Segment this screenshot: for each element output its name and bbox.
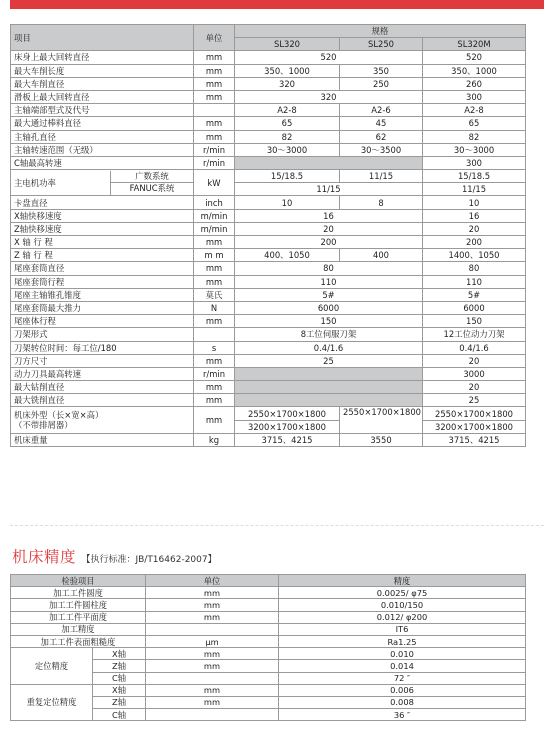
value-sl320: 320 — [235, 77, 340, 90]
table-row — [11, 341, 526, 354]
value-sl320m: 3000 — [423, 367, 526, 380]
item-name: Z 轴 行 程 — [11, 249, 194, 262]
item-name: 尾座体行程 — [11, 315, 194, 328]
value-sl320m: 260 — [423, 77, 526, 90]
item-unit: mm — [194, 315, 235, 328]
value-sl320m: 20 — [423, 354, 526, 367]
table-row — [11, 394, 526, 407]
value-sl320m: 110 — [423, 275, 526, 288]
item-unit: mm — [194, 117, 235, 130]
power-sub-fanuc: FANUC系统 — [129, 183, 175, 194]
table-row — [11, 117, 526, 130]
item-unit: r/min — [194, 143, 235, 156]
item-value: 0.008 — [279, 696, 526, 708]
header-spec: 规格 — [235, 25, 526, 38]
value-sl320m: 5# — [423, 288, 526, 301]
value-sl250: 250 — [340, 77, 423, 90]
table-row — [11, 315, 526, 328]
item-unit: mm — [194, 64, 235, 77]
item-value: 0.010/150 — [279, 599, 526, 611]
item-name: X轴快移速度 — [11, 209, 194, 222]
table-row — [11, 611, 526, 623]
item-name: 尾座主轴锥孔锥度 — [11, 288, 194, 301]
accuracy-table — [10, 574, 526, 721]
value-sl250: 2550×1700×1800 — [340, 407, 423, 433]
axis-name: C轴 — [93, 709, 146, 721]
table-row — [11, 635, 526, 647]
item-unit: m/min — [194, 209, 235, 222]
value-sl250: 400 — [340, 249, 423, 262]
value-sl320m: 65 — [423, 117, 526, 130]
empty-cell — [235, 367, 423, 380]
table-row — [11, 684, 526, 696]
value-sl320-sl250: 11/15 — [235, 183, 423, 196]
item-name: 尾座套筒行程 — [11, 275, 194, 288]
table-row — [11, 156, 526, 169]
table-row — [11, 328, 526, 341]
power-unit: kW — [194, 170, 235, 196]
axis-name: Z轴 — [93, 696, 146, 708]
item-name: 主轴孔直径 — [11, 130, 194, 143]
value-sl320-sl250: 200 — [235, 236, 423, 249]
value-sl320-sl250: 25 — [235, 354, 423, 367]
empty-cell — [235, 381, 423, 394]
item-unit: mm — [194, 381, 235, 394]
value-sl320-sl250: 110 — [235, 275, 423, 288]
value-sl320m: 300 — [423, 156, 526, 169]
item-name: 尾座套筒直径 — [11, 262, 194, 275]
item-name: 最大车削直径 — [11, 77, 194, 90]
item-unit: mm — [146, 587, 279, 599]
accuracy-title: 机床精度 — [12, 548, 77, 566]
value-sl320m: 20 — [423, 222, 526, 235]
table-row — [11, 367, 526, 380]
item-name: 刀方尺寸 — [11, 354, 194, 367]
value-sl320m: 2550×1700×1800 — [423, 407, 526, 420]
item-unit: mm — [146, 696, 279, 708]
value-sl250: 62 — [340, 130, 423, 143]
item-unit: mm — [194, 130, 235, 143]
item-unit: mm — [194, 394, 235, 407]
item-name: 最大铣削直径 — [11, 394, 194, 407]
table-row — [11, 623, 526, 635]
weight-row — [11, 433, 526, 446]
item-value: 36 ″ — [279, 709, 526, 721]
item-unit: 莫氏 — [194, 288, 235, 301]
item-name: C轴最高转速 — [11, 156, 194, 169]
value-sl250: 8 — [340, 196, 423, 209]
value-sl320m: 25 — [423, 394, 526, 407]
value-sl320-sl250: 80 — [235, 262, 423, 275]
accuracy-section-title — [12, 545, 217, 567]
power-row — [11, 170, 526, 183]
outline-note: （不带排屑器） — [14, 420, 73, 431]
item-name: 刀架转位时间：每工位/180 — [11, 341, 194, 354]
positioning-label: 定位精度 — [11, 648, 93, 685]
value-sl320m: 11/15 — [423, 183, 526, 196]
table-row — [11, 209, 526, 222]
item-unit: mm — [194, 51, 235, 64]
item-unit: s — [194, 341, 235, 354]
item-value: Ra1.25 — [279, 635, 526, 647]
item-name: 尾座套筒最大推力 — [11, 301, 194, 314]
header-item: 检验项目 — [11, 575, 146, 587]
value-sl320m: 10 — [423, 196, 526, 209]
item-unit: mm — [146, 599, 279, 611]
spec-header-row — [11, 25, 526, 38]
top-accent-bar — [10, 0, 544, 9]
item-name: 加工工件圆柱度 — [11, 599, 146, 611]
header-unit: 单位 — [146, 575, 279, 587]
item-value: 0.0025/ φ75 — [279, 587, 526, 599]
header-item: 项目 — [11, 25, 194, 51]
outline-unit: mm — [194, 407, 235, 433]
value-sl320: 30～3000 — [235, 143, 340, 156]
table-row — [11, 648, 526, 660]
power-label: 主电机功率 — [11, 171, 111, 195]
item-unit: kg — [194, 433, 235, 446]
table-row — [11, 64, 526, 77]
item-name: 加工工件平面度 — [11, 611, 146, 623]
value-sl320m: 0.4/1.6 — [423, 341, 526, 354]
table-row — [11, 275, 526, 288]
item-unit: r/min — [194, 156, 235, 169]
item-unit: mm — [194, 236, 235, 249]
value-sl250: 45 — [340, 117, 423, 130]
table-row — [11, 90, 526, 103]
spec-table — [10, 24, 526, 447]
value-sl320-sl250: 20 — [235, 222, 423, 235]
item-unit: mm — [146, 648, 279, 660]
value-sl320-sl250: 5# — [235, 288, 423, 301]
value-sl320: 3200×1700×1800 — [235, 420, 340, 433]
table-row — [11, 301, 526, 314]
table-row — [11, 196, 526, 209]
item-name: 加工工件圆度 — [11, 587, 146, 599]
item-name: 机床重量 — [11, 433, 194, 446]
table-row — [11, 381, 526, 394]
table-row — [11, 288, 526, 301]
item-value: 0.006 — [279, 684, 526, 696]
value-sl320m: 16 — [423, 209, 526, 222]
value-sl320m: 82 — [423, 130, 526, 143]
value-sl320m: 300 — [423, 90, 526, 103]
value-sl320m: 350、1000 — [423, 64, 526, 77]
value-sl320m: 6000 — [423, 301, 526, 314]
item-name: 刀架形式 — [11, 328, 194, 341]
table-row — [11, 236, 526, 249]
item-unit: mm — [146, 611, 279, 623]
item-name: 床身上最大回转直径 — [11, 51, 194, 64]
item-name: 滑板上最大回转直径 — [11, 90, 194, 103]
item-unit: mm — [194, 275, 235, 288]
value-sl320-sl250: 150 — [235, 315, 423, 328]
table-row — [11, 354, 526, 367]
item-value: 72 ″ — [279, 672, 526, 684]
value-sl320: 2550×1700×1800 — [235, 407, 340, 420]
table-row — [11, 51, 526, 64]
item-unit — [146, 672, 279, 684]
item-value: IT6 — [279, 623, 526, 635]
header-unit: 单位 — [194, 25, 235, 51]
axis-name: Z轴 — [93, 660, 146, 672]
table-row — [11, 262, 526, 275]
table-row — [11, 143, 526, 156]
value-sl320-sl250: 520 — [235, 51, 423, 64]
item-unit: mm — [194, 77, 235, 90]
item-unit: N — [194, 301, 235, 314]
value-sl320: 400、1050 — [235, 249, 340, 262]
value-sl320m: 520 — [423, 51, 526, 64]
item-unit: mm — [146, 684, 279, 696]
item-name: 动力刀具最高转速 — [11, 367, 194, 380]
repeat-label: 重复定位精度 — [11, 684, 93, 721]
value-sl320m: 30～3000 — [423, 143, 526, 156]
item-name: 最大车削长度 — [11, 64, 194, 77]
value-sl320m: 80 — [423, 262, 526, 275]
item-name: 主轴端部型式及代号 — [11, 104, 194, 117]
value-sl320: A2-8 — [235, 104, 340, 117]
value-sl320m: 15/18.5 — [423, 170, 526, 183]
value-sl320m: 20 — [423, 381, 526, 394]
value-sl320: 350、1000 — [235, 64, 340, 77]
header-value: 精度 — [279, 575, 526, 587]
table-row — [11, 77, 526, 90]
model-sl250: SL250 — [340, 38, 423, 51]
value-sl320m: 3200×1700×1800 — [423, 420, 526, 433]
item-name: 最大通过棒料直径 — [11, 117, 194, 130]
item-name: 主轴转速范围（无级） — [11, 143, 194, 156]
value-sl320m: A2-8 — [423, 104, 526, 117]
value-sl250: A2-6 — [340, 104, 423, 117]
value-sl320-sl250: 0.4/1.6 — [235, 341, 423, 354]
item-unit: m/min — [194, 222, 235, 235]
item-name: Z轴快移速度 — [11, 222, 194, 235]
table-row — [11, 222, 526, 235]
item-unit: r/min — [194, 367, 235, 380]
axis-name: X轴 — [93, 648, 146, 660]
section-divider — [10, 525, 544, 526]
item-value: 0.014 — [279, 660, 526, 672]
item-unit — [146, 709, 279, 721]
value-sl320m: 12工位动力刀架 — [423, 328, 526, 341]
item-unit — [194, 104, 235, 117]
value-sl250: 30～3500 — [340, 143, 423, 156]
value-sl320-sl250: 8工位伺服刀架 — [235, 328, 423, 341]
table-row — [11, 249, 526, 262]
item-unit: m m — [194, 249, 235, 262]
item-unit: mm — [194, 90, 235, 103]
value-sl320m: 200 — [423, 236, 526, 249]
item-name: 卡盘直径 — [11, 196, 194, 209]
value-sl320m: 3715、4215 — [423, 433, 526, 446]
item-value: 0.010 — [279, 648, 526, 660]
item-unit: mm — [194, 354, 235, 367]
table-row — [11, 104, 526, 117]
item-name: 加工工件表面粗糙度 — [11, 635, 146, 647]
table-row — [11, 130, 526, 143]
item-unit: μm — [146, 635, 279, 647]
value-sl320: 3715、4215 — [235, 433, 340, 446]
accuracy-header-row — [11, 575, 526, 587]
value-sl250: 11/15 — [340, 170, 423, 183]
value-sl250: 350 — [340, 64, 423, 77]
value-sl320-sl250: 6000 — [235, 301, 423, 314]
value-sl320-sl250: 320 — [235, 90, 423, 103]
value-sl320: 15/18.5 — [235, 170, 340, 183]
model-sl320m: SL320M — [423, 38, 526, 51]
item-unit — [194, 328, 235, 341]
outline-row — [11, 407, 526, 420]
item-name: 加工精度 — [11, 623, 146, 635]
model-sl320: SL320 — [235, 38, 340, 51]
value-sl320m: 150 — [423, 315, 526, 328]
value-sl250: 3550 — [340, 433, 423, 446]
item-value: 0.012/ φ200 — [279, 611, 526, 623]
value-sl320: 65 — [235, 117, 340, 130]
value-sl320-sl250: 16 — [235, 209, 423, 222]
table-row — [11, 599, 526, 611]
power-sub-gsk: 广数系统 — [111, 171, 193, 184]
axis-name: C轴 — [93, 672, 146, 684]
outline-item — [11, 407, 194, 433]
empty-cell — [235, 394, 423, 407]
item-name: X 轴 行 程 — [11, 236, 194, 249]
item-unit: mm — [194, 262, 235, 275]
value-sl320m: 1400、1050 — [423, 249, 526, 262]
item-unit: inch — [194, 196, 235, 209]
item-unit — [146, 623, 279, 635]
accuracy-standard: 【执行标准：JB/T16462-2007】 — [81, 555, 217, 565]
outline-label: 机床外型（长×宽×高） — [14, 410, 104, 421]
value-sl320: 10 — [235, 196, 340, 209]
value-sl320: 82 — [235, 130, 340, 143]
axis-name: X轴 — [93, 684, 146, 696]
power-item — [11, 170, 194, 196]
item-unit: mm — [146, 660, 279, 672]
empty-cell — [235, 156, 423, 169]
item-name: 最大钻削直径 — [11, 381, 194, 394]
table-row — [11, 587, 526, 599]
